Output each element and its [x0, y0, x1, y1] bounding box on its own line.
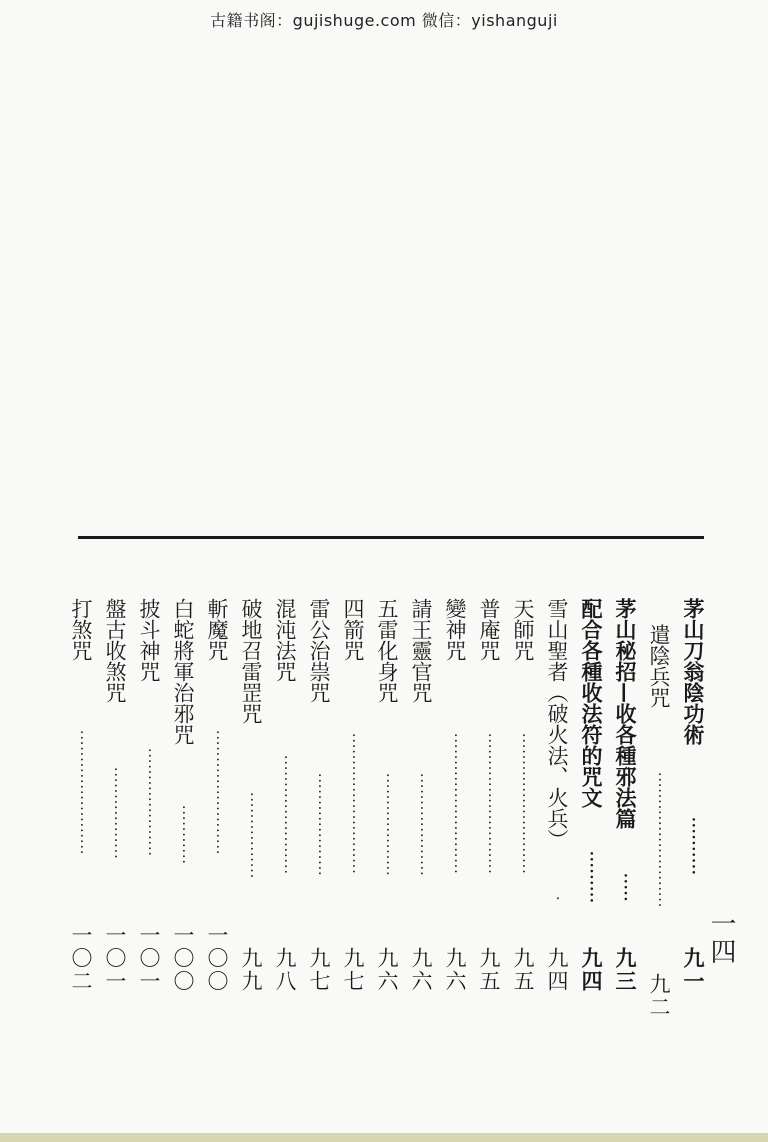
- leader-dots: ···················: [311, 773, 327, 877]
- entry-page: 一〇〇: [171, 924, 195, 993]
- leader-dots: ·····: [617, 873, 633, 903]
- entry-title: 四箭咒: [341, 598, 365, 661]
- leader-dots: ··········: [685, 816, 701, 876]
- entry-page: 一〇〇: [205, 924, 229, 993]
- entry-page: 九六: [409, 947, 433, 993]
- entry-page: 一〇二: [69, 924, 93, 993]
- leader-dots: ·········: [583, 851, 599, 904]
- toc-entry: [132, 598, 166, 993]
- toc-entry: [370, 598, 404, 993]
- entry-page: 九五: [511, 947, 535, 993]
- leader-dots: ·: [549, 895, 565, 902]
- toc-entry: [64, 598, 98, 993]
- entry-title: 天師咒: [511, 598, 535, 661]
- leader-dots: ·················: [107, 767, 123, 860]
- entry-title: 打煞咒: [69, 598, 93, 661]
- entry-title: 請王靈官咒: [409, 598, 433, 703]
- toc-entry: [540, 598, 574, 993]
- entry-title: 雪山聖者（破火法、火兵）: [545, 598, 569, 850]
- watermark-text: 古籍书阁：gujishuge.com 微信：yishanguji: [210, 11, 558, 30]
- toc-entry: [302, 598, 336, 993]
- toc-entry: [336, 598, 370, 993]
- entry-page: 一〇一: [137, 924, 161, 993]
- toc-entry: [234, 598, 268, 993]
- entry-page: 九五: [477, 947, 501, 993]
- entry-title: 雷公治祟咒: [307, 598, 331, 703]
- toc-entry: [438, 598, 472, 993]
- leader-dots: ·······················: [73, 729, 89, 856]
- leader-dots: ··························: [481, 733, 497, 875]
- table-of-contents: [70, 598, 710, 1018]
- entry-page: 九七: [341, 947, 365, 993]
- entry-title: 普庵咒: [477, 598, 501, 661]
- toc-entry: [166, 598, 200, 993]
- toc-entry: [404, 598, 438, 993]
- toc-entry: [608, 598, 642, 993]
- entry-page: 九八: [273, 947, 297, 993]
- entry-title: 披斗神咒: [137, 598, 161, 682]
- entry-page: 九九: [239, 947, 263, 993]
- entry-page: 九七: [307, 947, 331, 993]
- entry-title: 茅山秘招—收各種邪法篇: [613, 598, 638, 829]
- entry-title: 茅山刀翁陰功術: [681, 598, 706, 745]
- entry-page: 九一: [681, 947, 706, 993]
- leader-dots: ···················: [379, 773, 395, 877]
- toc-entry: [200, 598, 234, 993]
- entry-title: 變神咒: [443, 598, 467, 661]
- leader-dots: ··························: [345, 733, 361, 875]
- entry-title: 混沌法咒: [273, 598, 297, 682]
- toc-entry: [268, 598, 302, 993]
- entry-title: 盤古收煞咒: [103, 598, 127, 703]
- entry-page: 一〇一: [103, 924, 127, 993]
- leader-dots: ·······················: [209, 729, 225, 856]
- toc-entry: [506, 598, 540, 993]
- leader-dots: ··························: [447, 733, 463, 875]
- entry-title: 破地召雷罡咒: [239, 598, 263, 724]
- leader-dots: ················: [243, 791, 259, 880]
- entry-page: 九二: [647, 973, 671, 1019]
- leader-dots: ·························: [651, 772, 667, 909]
- scan-edge: [0, 1133, 768, 1142]
- entry-page: 九三: [613, 947, 638, 993]
- leader-dots: ···················: [413, 773, 429, 877]
- toc-entry: [98, 598, 132, 993]
- leader-dots: ···········: [175, 804, 191, 865]
- entry-page: 九四: [579, 947, 604, 993]
- entry-page: 九六: [375, 947, 399, 993]
- entry-page: 九四: [545, 947, 569, 993]
- leader-dots: ····················: [141, 748, 157, 858]
- entry-title: 五雷化身咒: [375, 598, 399, 703]
- entry-title: 遣陰兵咒: [647, 624, 671, 708]
- toc-entry: [472, 598, 506, 993]
- toc-entry: [642, 598, 676, 1019]
- leader-dots: ······················: [277, 754, 293, 875]
- entry-title: 斬魔咒: [205, 598, 229, 661]
- entry-title: 白蛇將軍治邪咒: [171, 598, 195, 745]
- entry-title: 配合各種收法符的咒文: [579, 598, 604, 808]
- leader-dots: ··························: [515, 733, 531, 875]
- toc-entry: [574, 598, 608, 993]
- page-number: 一四: [706, 910, 736, 966]
- horizontal-rule: [78, 536, 704, 539]
- entry-page: 九六: [443, 947, 467, 993]
